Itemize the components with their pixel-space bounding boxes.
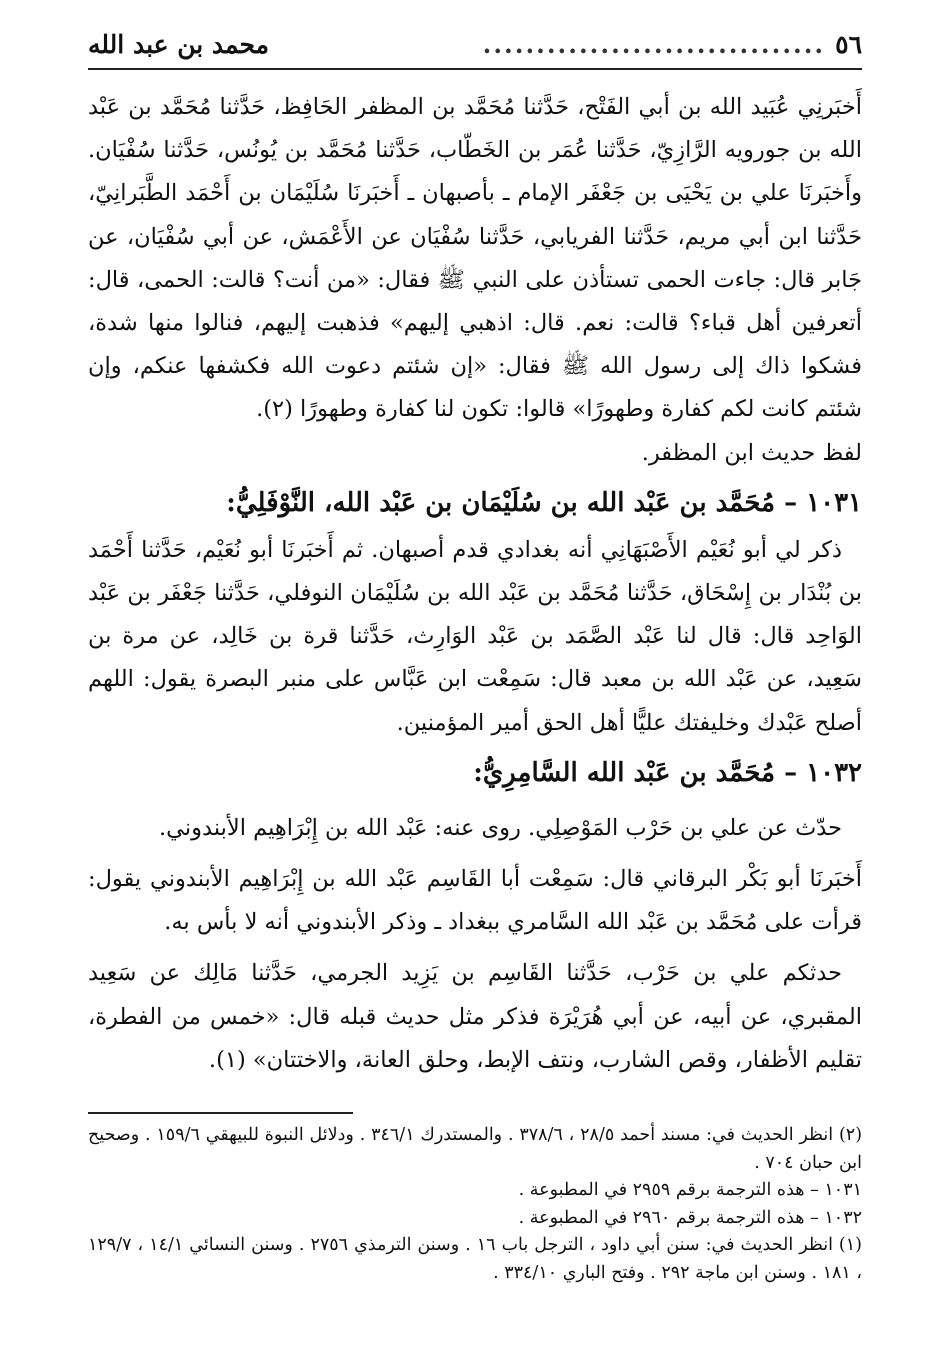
paragraph-entry-1031: ذكر لي أبو نُعَيْم الأَصْبَهَانِي أنه بغدادي قدم أصبهان. ثم أَخبَرنَا أبو نُعَيْم، حَدَّثنا أَحْمَد بن بُنْدَار بن إِسْحَاق، حَدَّثنا مُحَمَّد بن عَبْد الله بن سُلَيْمَان النوفلي، حَدَّثنا جَعْفَر بن عَبْد الوَاحِد قال: قال لنا عَبْد الصَّمَد بن عَبْد الوَارِث، حَدَّثنا قرة بن خَالِد، عن مرة بن سَعِيد، عن عَبْد الله بن معبد قال: سَمِعْت ابن عَبَّاس على منبر البصرة يقول: اللهم أصلح عَبْدك وخليفتك عليًّا أهل الحق أمير المؤمنين. [88,536,862,736]
paragraph-entry-1032-hadith: حدثكم علي بن حَرْب، حَدَّثنا القَاسِم بن يَزِيد الجرمي، حَدَّثنا مَالِك عن سَعِيد المقبري، عن أبيه، عن أبي هُرَيْرَة فذكر مثل حديث قبله قال: «خمس من الفطرة، تقليم الأظفار، وقص الشارب، ونتف الإبط، وحلق العانة، والاختتان» (١). [88,960,862,1073]
paragraph-wording-note: لفظ حديث ابن المظفر. [641,439,862,466]
footnote-2: (٢) انظر الحديث في: مسند أحمد ٢٨/٥ ، ٣٧٨/٦ . والمستدرك ٣٤٦/١ . ودلائل النبوة للبيهقي ١٥٩/٦ . وصحيح ابن حبان ٧٠٤ . [88,1125,863,1173]
footnote-1031: ١٠٣١ – هذه الترجمة برقم ٢٩٥٩ في المطبوعة . [518,1180,862,1201]
page-number: ٥٦ [835,30,862,59]
paragraph-entry-1032-isnad: أَخبَرنَا أبو بَكْر البرقاني قال: سَمِعْت أبا القَاسِم عَبْد الله بن إِبْرَاهِيم الأبندوني يقول: قرأت على مُحَمَّد بن عَبْد الله السَّامري ببغداد ـ وذكر الأبندوني أنه لا بأس به. [88,866,862,936]
paragraph-hadith-fever: أَخبَرنِي عُبَيد الله بن أبي الفَتْح، حَدَّثنا مُحَمَّد بن المظفر الحَافِظ، حَدَّثنا مُحَمَّد بن عَبْد الله بن جورويه الرَّازِيّ، حَدَّثنا عُمَر بن الخَطّاب، حَدَّثنا مُحَمَّد بن يُونُس، حَدَّثنا سُفْيَان. وأَخبَرنَا علي بن يَحْيَى بن جَعْفَر الإمام ـ بأصبهان ـ أَخبَرنَا سُلَيْمَان بن أَحْمَد الطَّبَرانِيّ، حَدَّثنا ابن أبي مريم، حَدَّثنا الفريابي، حَدَّثنا سُفْيَان عن الأَعْمَش، عن أبي سُفْيَان، عن جَابر قال: جاءت الحمى تستأذن على النبي ﷺ فقال: «من أنت؟ قالت: الحمى، قال: أتعرفين أهل قباء؟ قالت: نعم. قال: اذهبي إليهم» فذهبت إليهم، فنالوا منها شدة، فشكوا ذاك إلى رسول الله ﷺ فقال: «إن شئتم دعوت الله فكشفها عنكم، وإن شئتم كانت لكم كفارة وطهورًا» قالوا: تكون لنا كفارة وطهورًا (٢). [88,94,862,423]
running-head [88,30,862,70]
leader-dots: ................................ [482,30,826,59]
paragraph-entry-1032-intro: حدّث عن علي بن حَرْب المَوْصِلِي. روى عنه: عَبْد الله بن إِبْرَاهِيم الأبندوني. [158,814,842,841]
entry-heading-1031: ١٠٣١ – مُحَمَّد بن عَبْد الله بن سُلَيْمَان بن عَبْد الله، النَّوْفَلِيُّ: [226,487,862,518]
footnote-separator [88,1112,353,1114]
footnote-1: (١) انظر الحديث في: سنن أبي داود ، الترجل باب ١٦ . وسنن الترمذي ٢٧٥٦ . وسنن النسائي ١٤/١ ، ١٢٩/٧ ، ١٨١ . وسنن ابن ماجة ٢٩٢ . وفتح الباري ٣٣٤/١٠ . [88,1235,862,1283]
footnote-1032: ١٠٣٢ – هذه الترجمة برقم ٢٩٦٠ في المطبوعة . [518,1207,862,1228]
entry-heading-1032: ١٠٣٢ – مُحَمَّد بن عَبْد الله السَّامِرِيُّ: [473,757,862,788]
running-title: محمد بن عبد الله [88,30,270,59]
